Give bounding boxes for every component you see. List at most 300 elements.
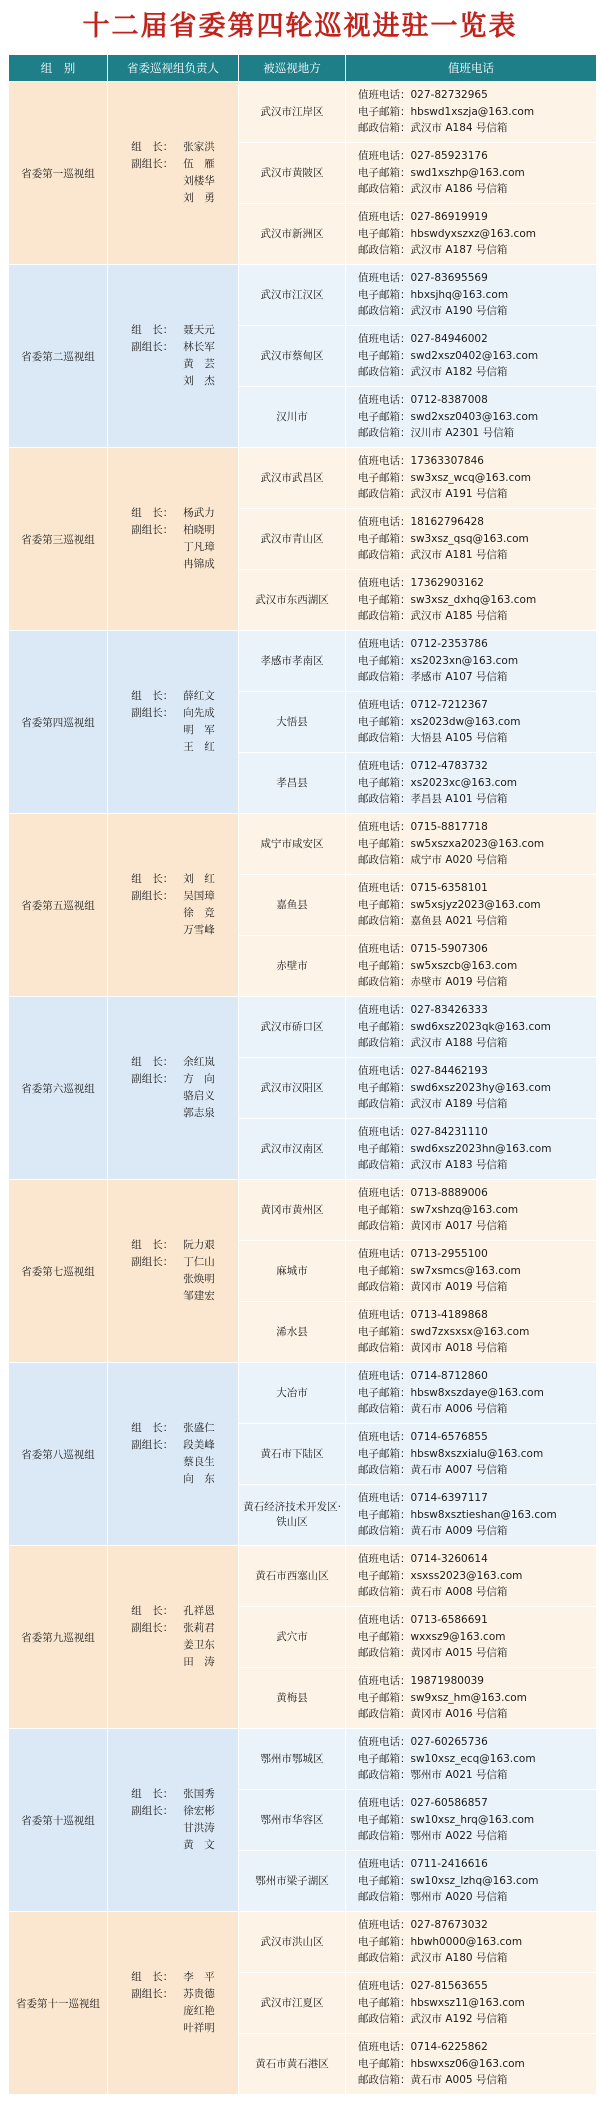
phone-line-value: 0712-2353786 (410, 638, 488, 651)
leader-row (131, 505, 215, 522)
contact-cell (346, 875, 597, 936)
contact-box (346, 575, 596, 625)
place-name: 武汉市江汉区 (260, 288, 324, 301)
contact-box (346, 1673, 596, 1723)
phone-line-label: 值班电话： (358, 150, 411, 163)
deputy-name: 骆启义 (183, 1090, 215, 1102)
mailbox-line (358, 242, 596, 259)
email-line-label: 电子邮箱： (358, 1386, 411, 1399)
mailbox-line (358, 1218, 596, 1235)
contact-cell (346, 82, 597, 143)
phone-line-label: 值班电话： (358, 1187, 411, 1200)
email-line (358, 470, 596, 487)
email-line (358, 1385, 596, 1402)
phone-line-label: 值班电话： (358, 1553, 411, 1566)
phone-line-label: 值班电话： (358, 699, 411, 712)
mailbox-line-value: 武汉市 A185 号信箱 (410, 610, 508, 623)
mailbox-line-label: 邮政信箱： (358, 183, 411, 196)
phone-line-label: 值班电话： (358, 1980, 411, 1993)
phone-line-value: 027-87673032 (410, 1919, 488, 1932)
email-line-value: hbswxsz11@163.com (410, 1996, 525, 2009)
leader-name (183, 139, 215, 156)
email-line-value: xs2023xn@163.com (410, 654, 519, 667)
email-line-label: 电子邮箱： (358, 654, 411, 667)
table-row (9, 1912, 597, 1973)
email-line-value: hbxsjhq@163.com (410, 288, 509, 301)
group-name-cell: 省委第七巡视组 (9, 1180, 108, 1363)
group-name-cell: 省委第五巡视组 (9, 814, 108, 997)
contact-box (346, 1368, 596, 1418)
place-cell (239, 1485, 346, 1546)
table-row (9, 82, 597, 143)
email-line-label: 电子邮箱： (358, 1264, 411, 1277)
deputy-name: 向先成 (183, 707, 215, 719)
place-cell (239, 1363, 346, 1424)
mailbox-line (358, 303, 596, 320)
mailbox-line (358, 1584, 596, 1601)
table-row (9, 1363, 597, 1424)
deputy-names (183, 156, 215, 207)
leader-role-label: 组 长： (131, 1971, 174, 1983)
phone-line (358, 87, 596, 104)
phone-line-value: 027-84462193 (410, 1065, 488, 1078)
deputy-row (131, 1437, 215, 1488)
mailbox-line-value: 嘉鱼县 A021 号信箱 (410, 915, 508, 928)
place-name: 浠水县 (276, 1325, 308, 1338)
contact-cell (346, 509, 597, 570)
email-line (358, 714, 596, 731)
email-line-value: swd7zxsxsx@163.com (410, 1325, 530, 1338)
contact-box (346, 636, 596, 686)
mailbox-line (358, 913, 596, 930)
leader-name (183, 1054, 215, 1071)
contact-cell (346, 631, 597, 692)
email-line-value: xsxss2023@163.com (410, 1569, 523, 1582)
phone-line (358, 636, 596, 653)
table-row (9, 1729, 597, 1790)
email-line (358, 1263, 596, 1280)
leader-name (183, 505, 215, 522)
phone-line-label: 值班电话： (358, 1309, 411, 1322)
email-line-value: sw5xszxa2023@163.com (410, 837, 545, 850)
leader-list (131, 1786, 215, 1854)
contact-cell (346, 997, 597, 1058)
contact-box (346, 514, 596, 564)
leader-list (131, 1969, 215, 2037)
phone-line-label: 值班电话： (358, 943, 411, 956)
phone-line (358, 331, 596, 348)
mailbox-line-label: 邮政信箱： (358, 1220, 411, 1233)
deputy-role-label: 副组长： (131, 890, 174, 902)
mailbox-line-label: 邮政信箱： (358, 1525, 411, 1538)
leader-name (183, 871, 215, 888)
contact-cell (346, 1058, 597, 1119)
phone-line-value: 0715-5907306 (410, 943, 488, 956)
email-line-label: 电子邮箱： (358, 1874, 411, 1887)
leader-role-label: 组 长： (131, 690, 174, 702)
leader-role-label: 组 长： (131, 324, 174, 336)
deputy-name: 伍 雁 (183, 158, 215, 170)
mailbox-line-value: 武汉市 A187 号信箱 (410, 244, 508, 257)
leader-name-text: 阮力艰 (183, 1239, 215, 1251)
email-line (358, 104, 596, 121)
contact-cell (346, 1424, 597, 1485)
phone-line (358, 819, 596, 836)
place-name: 黄石市下陆区 (260, 1447, 324, 1460)
place-name: 武汉市江夏区 (260, 1996, 324, 2009)
mailbox-line-label: 邮政信箱： (358, 2013, 411, 2026)
deputy-name: 刘 勇 (183, 192, 215, 204)
place-name: 黄梅县 (276, 1691, 308, 1704)
table-row (9, 1180, 597, 1241)
leader-row (131, 1054, 215, 1071)
leader-name (183, 1420, 215, 1437)
phone-line (358, 575, 596, 592)
mailbox-line-label: 邮政信箱： (358, 1098, 411, 1111)
phone-line (358, 392, 596, 409)
group-name-cell: 省委第一巡视组 (9, 82, 108, 265)
email-line (358, 1751, 596, 1768)
mailbox-line (358, 2011, 596, 2028)
leader-role-label: 组 长： (131, 1788, 174, 1800)
place-name: 嘉鱼县 (276, 898, 308, 911)
mailbox-line-label: 邮政信箱： (358, 427, 411, 440)
phone-line-label: 值班电话： (358, 394, 411, 407)
mailbox-line-label: 邮政信箱： (358, 1891, 411, 1904)
email-line-label: 电子邮箱： (358, 105, 411, 118)
mailbox-line-value: 咸宁市 A020 号信箱 (410, 854, 508, 867)
deputy-name: 王 红 (183, 741, 215, 753)
deputy-name: 庞红艳 (183, 2005, 215, 2017)
email-line-label: 电子邮箱： (358, 593, 411, 606)
mailbox-line-value: 武汉市 A180 号信箱 (410, 1952, 508, 1965)
leader-name-text: 孔祥恩 (183, 1605, 215, 1617)
contact-box (346, 1002, 596, 1052)
place-cell (239, 1119, 346, 1180)
place-name: 武汉市东西湖区 (255, 593, 329, 606)
mailbox-line-value: 大悟县 A105 号信箱 (410, 732, 508, 745)
place-cell (239, 1729, 346, 1790)
phone-line-value: 0714-3260614 (410, 1553, 488, 1566)
phone-line-value: 027-83695569 (410, 272, 488, 285)
place-name: 武穴市 (276, 1630, 308, 1643)
email-line-value: sw5xsjyz2023@163.com (410, 898, 541, 911)
phone-line-value: 0714-6225862 (410, 2041, 488, 2054)
email-line (358, 1446, 596, 1463)
leader-cell (108, 631, 239, 814)
deputy-names (183, 1986, 215, 2037)
email-line (358, 653, 596, 670)
email-line-value: hbsw8xszdaye@163.com (410, 1386, 544, 1399)
mailbox-line (358, 1706, 596, 1723)
email-line-value: swd6xsz2023qk@163.com (410, 1020, 551, 1033)
email-line-value: swd1xszhp@163.com (410, 166, 525, 179)
email-line-label: 电子邮箱： (358, 227, 411, 240)
mailbox-line (358, 1401, 596, 1418)
phone-line-value: 027-86919919 (410, 211, 488, 224)
leader-list (131, 688, 215, 756)
phone-line-label: 值班电话： (358, 516, 411, 529)
email-line (358, 1629, 596, 1646)
phone-line (358, 1978, 596, 1995)
phone-line-value: 0712-8387008 (410, 394, 488, 407)
mailbox-line-value: 孝昌县 A101 号信箱 (410, 793, 508, 806)
mailbox-line (358, 791, 596, 808)
phone-line-value: 027-84946002 (410, 333, 488, 346)
leader-box (108, 322, 238, 390)
email-line-value: sw3xsz_wcq@163.com (410, 471, 532, 484)
mailbox-line-label: 邮政信箱： (358, 1403, 411, 1416)
deputy-row (131, 1071, 215, 1122)
phone-line-label: 值班电话： (358, 1858, 411, 1871)
email-line (358, 836, 596, 853)
deputy-row (131, 1986, 215, 2037)
group-name-cell: 省委第三巡视组 (9, 448, 108, 631)
email-line (358, 409, 596, 426)
mailbox-line (358, 1645, 596, 1662)
contact-box (346, 148, 596, 198)
leader-list (131, 1054, 215, 1122)
deputy-row (131, 156, 215, 207)
phone-line-label: 值班电话： (358, 1736, 411, 1749)
phone-line (358, 1490, 596, 1507)
place-cell (239, 1973, 346, 2034)
deputy-name: 刘 杰 (183, 375, 215, 387)
phone-line (358, 880, 596, 897)
contact-box (346, 1246, 596, 1296)
mailbox-line-value: 武汉市 A181 号信箱 (410, 549, 508, 562)
table-row (9, 448, 597, 509)
phone-line-value: 0713-4189868 (410, 1309, 488, 1322)
deputy-name: 张莉君 (183, 1622, 215, 1634)
phone-line (358, 1307, 596, 1324)
mailbox-line-label: 邮政信箱： (358, 1037, 411, 1050)
mailbox-line-value: 黄石市 A006 号信箱 (410, 1403, 508, 1416)
group-name-cell: 省委第二巡视组 (9, 265, 108, 448)
deputy-name: 郭志泉 (183, 1107, 215, 1119)
mailbox-line-label: 邮政信箱： (358, 976, 411, 989)
leader-role-label: 组 长： (131, 1239, 174, 1251)
mailbox-line-value: 武汉市 A191 号信箱 (410, 488, 508, 501)
mailbox-line-label: 邮政信箱： (358, 1586, 411, 1599)
mailbox-line-value: 武汉市 A192 号信箱 (410, 2013, 508, 2026)
contact-box (346, 392, 596, 442)
mailbox-line-label: 邮政信箱： (358, 793, 411, 806)
place-cell (239, 448, 346, 509)
mailbox-line-value: 黄石市 A009 号信箱 (410, 1525, 508, 1538)
email-line-value: sw9xsz_hm@163.com (410, 1691, 527, 1704)
mailbox-line-value: 武汉市 A184 号信箱 (410, 122, 508, 135)
leader-cell (108, 1180, 239, 1363)
place-cell (239, 753, 346, 814)
contact-box (346, 1795, 596, 1845)
contact-cell (346, 1485, 597, 1546)
mailbox-line-label: 邮政信箱： (358, 1342, 411, 1355)
group-name-cell: 省委第九巡视组 (9, 1546, 108, 1729)
place-cell (239, 509, 346, 570)
mailbox-line (358, 1279, 596, 1296)
deputy-row (131, 1803, 215, 1854)
email-line (358, 2056, 596, 2073)
email-line-label: 电子邮箱： (358, 898, 411, 911)
phone-line (358, 453, 596, 470)
mailbox-line-label: 邮政信箱： (358, 1769, 411, 1782)
phone-line-value: 027-60265736 (410, 1736, 488, 1749)
leader-list (131, 139, 215, 207)
contact-cell (346, 1241, 597, 1302)
email-line-value: swd2xsz0403@163.com (410, 410, 539, 423)
place-cell (239, 997, 346, 1058)
place-cell (239, 1241, 346, 1302)
phone-line-label: 值班电话： (358, 1492, 411, 1505)
phone-line-label: 值班电话： (358, 2041, 411, 2054)
deputy-name: 刘楼华 (183, 175, 215, 187)
leader-cell (108, 997, 239, 1180)
deputy-name: 方 向 (183, 1073, 215, 1085)
leader-row (131, 1786, 215, 1803)
phone-line-value: 18162796428 (410, 516, 484, 529)
email-line (358, 1202, 596, 1219)
mailbox-line-label: 邮政信箱： (358, 915, 411, 928)
leader-list (131, 322, 215, 390)
email-line (358, 958, 596, 975)
deputy-names (183, 522, 215, 573)
email-line-label: 电子邮箱： (358, 1508, 411, 1521)
email-line-value: wxxsz9@163.com (410, 1630, 506, 1643)
mailbox-line (358, 486, 596, 503)
phone-line-label: 值班电话： (358, 882, 411, 895)
leader-cell (108, 448, 239, 631)
deputy-role-label: 副组长： (131, 1622, 174, 1634)
mailbox-line-value: 黄冈市 A015 号信箱 (410, 1647, 508, 1660)
page-title: 十二届省委第四轮巡视进驻一览表 (82, 11, 518, 42)
place-cell (239, 936, 346, 997)
deputy-names (183, 1803, 215, 1854)
leader-name (183, 322, 215, 339)
contact-cell (346, 265, 597, 326)
leader-cell (108, 1912, 239, 2095)
phone-line (358, 1124, 596, 1141)
phone-line-value: 027-85923176 (410, 150, 488, 163)
deputy-row (131, 1620, 215, 1671)
mailbox-line-value: 武汉市 A186 号信箱 (410, 183, 508, 196)
email-line (358, 287, 596, 304)
deputy-name: 向 东 (183, 1473, 215, 1485)
phone-line-label: 值班电话： (358, 577, 411, 590)
mailbox-line (358, 1157, 596, 1174)
email-line-label: 电子邮箱： (358, 1447, 411, 1460)
email-line (358, 348, 596, 365)
deputy-name: 张焕明 (183, 1273, 215, 1285)
deputy-role-label: 副组长： (131, 1988, 174, 2000)
mailbox-line-value: 赤壁市 A019 号信箱 (410, 976, 508, 989)
deputy-name: 林长军 (183, 341, 215, 353)
place-name: 武汉市江岸区 (260, 105, 324, 118)
group-name-cell: 省委第八巡视组 (9, 1363, 108, 1546)
email-line-label: 电子邮箱： (358, 837, 411, 850)
email-line (358, 1690, 596, 1707)
mailbox-line-label: 邮政信箱： (358, 1830, 411, 1843)
email-line-value: xs2023xc@163.com (410, 776, 518, 789)
contact-cell (346, 1729, 597, 1790)
phone-line-label: 值班电话： (358, 821, 411, 834)
mailbox-line-value: 武汉市 A183 号信箱 (410, 1159, 508, 1172)
phone-line (358, 1429, 596, 1446)
phone-line-label: 值班电话： (358, 1126, 411, 1139)
phone-line-value: 027-84231110 (410, 1126, 488, 1139)
leader-row (131, 688, 215, 705)
header-place: 被巡视地方 (239, 55, 346, 82)
place-name: 武汉市汉南区 (260, 1142, 324, 1155)
contact-box (346, 270, 596, 320)
mailbox-line-label: 邮政信箱： (358, 671, 411, 684)
phone-line-label: 值班电话： (358, 1004, 411, 1017)
leader-box (108, 1969, 238, 2037)
phone-line-value: 0714-8712860 (410, 1370, 488, 1383)
email-line-label: 电子邮箱： (358, 1752, 411, 1765)
mailbox-line (358, 730, 596, 747)
deputy-role-label: 副组长： (131, 1439, 174, 1451)
leader-box (108, 1786, 238, 1854)
deputy-name: 叶祥明 (183, 2022, 215, 2034)
contact-cell (346, 1851, 597, 1912)
leader-role-label: 组 长： (131, 141, 174, 153)
email-line-label: 电子邮箱： (358, 410, 411, 423)
leader-cell (108, 1546, 239, 1729)
deputy-name: 田 涛 (183, 1656, 215, 1668)
mailbox-line-label: 邮政信箱： (358, 732, 411, 745)
deputy-role-label: 副组长： (131, 341, 174, 353)
place-cell (239, 1424, 346, 1485)
mailbox-line-label: 邮政信箱： (358, 549, 411, 562)
phone-line (358, 1734, 596, 1751)
phone-line (358, 209, 596, 226)
phone-line-label: 值班电话： (358, 1614, 411, 1627)
contact-box (346, 87, 596, 137)
deputy-names (183, 888, 215, 939)
mailbox-line-value: 黄石市 A007 号信箱 (410, 1464, 508, 1477)
email-line (358, 1019, 596, 1036)
phone-line-label: 值班电话： (358, 1248, 411, 1261)
leader-name (183, 1237, 215, 1254)
leader-name (183, 1969, 215, 1986)
deputy-role-label: 副组长： (131, 707, 174, 719)
mailbox-line (358, 364, 596, 381)
phone-line-label: 值班电话： (358, 455, 411, 468)
mailbox-line-label: 邮政信箱： (358, 305, 411, 318)
phone-line (358, 1551, 596, 1568)
email-line-value: sw7xsmcs@163.com (410, 1264, 521, 1277)
phone-line-label: 值班电话： (358, 760, 411, 773)
email-line-value: xs2023dw@163.com (410, 715, 521, 728)
phone-line (358, 1795, 596, 1812)
mailbox-line (358, 1096, 596, 1113)
deputy-name: 明 军 (183, 724, 215, 736)
deputy-role-label: 副组长： (131, 1073, 174, 1085)
email-line-label: 电子邮箱： (358, 1691, 411, 1704)
leader-name-text: 张盛仁 (183, 1422, 215, 1434)
place-name: 麻城市 (276, 1264, 308, 1277)
contact-box (346, 1429, 596, 1479)
place-name: 赤壁市 (276, 959, 308, 972)
leader-box (108, 1420, 238, 1488)
contact-box (346, 209, 596, 259)
mailbox-line-value: 黄冈市 A016 号信箱 (410, 1708, 508, 1721)
leader-list (131, 871, 215, 939)
place-name: 武汉市新洲区 (260, 227, 324, 240)
phone-line (358, 270, 596, 287)
place-cell (239, 631, 346, 692)
